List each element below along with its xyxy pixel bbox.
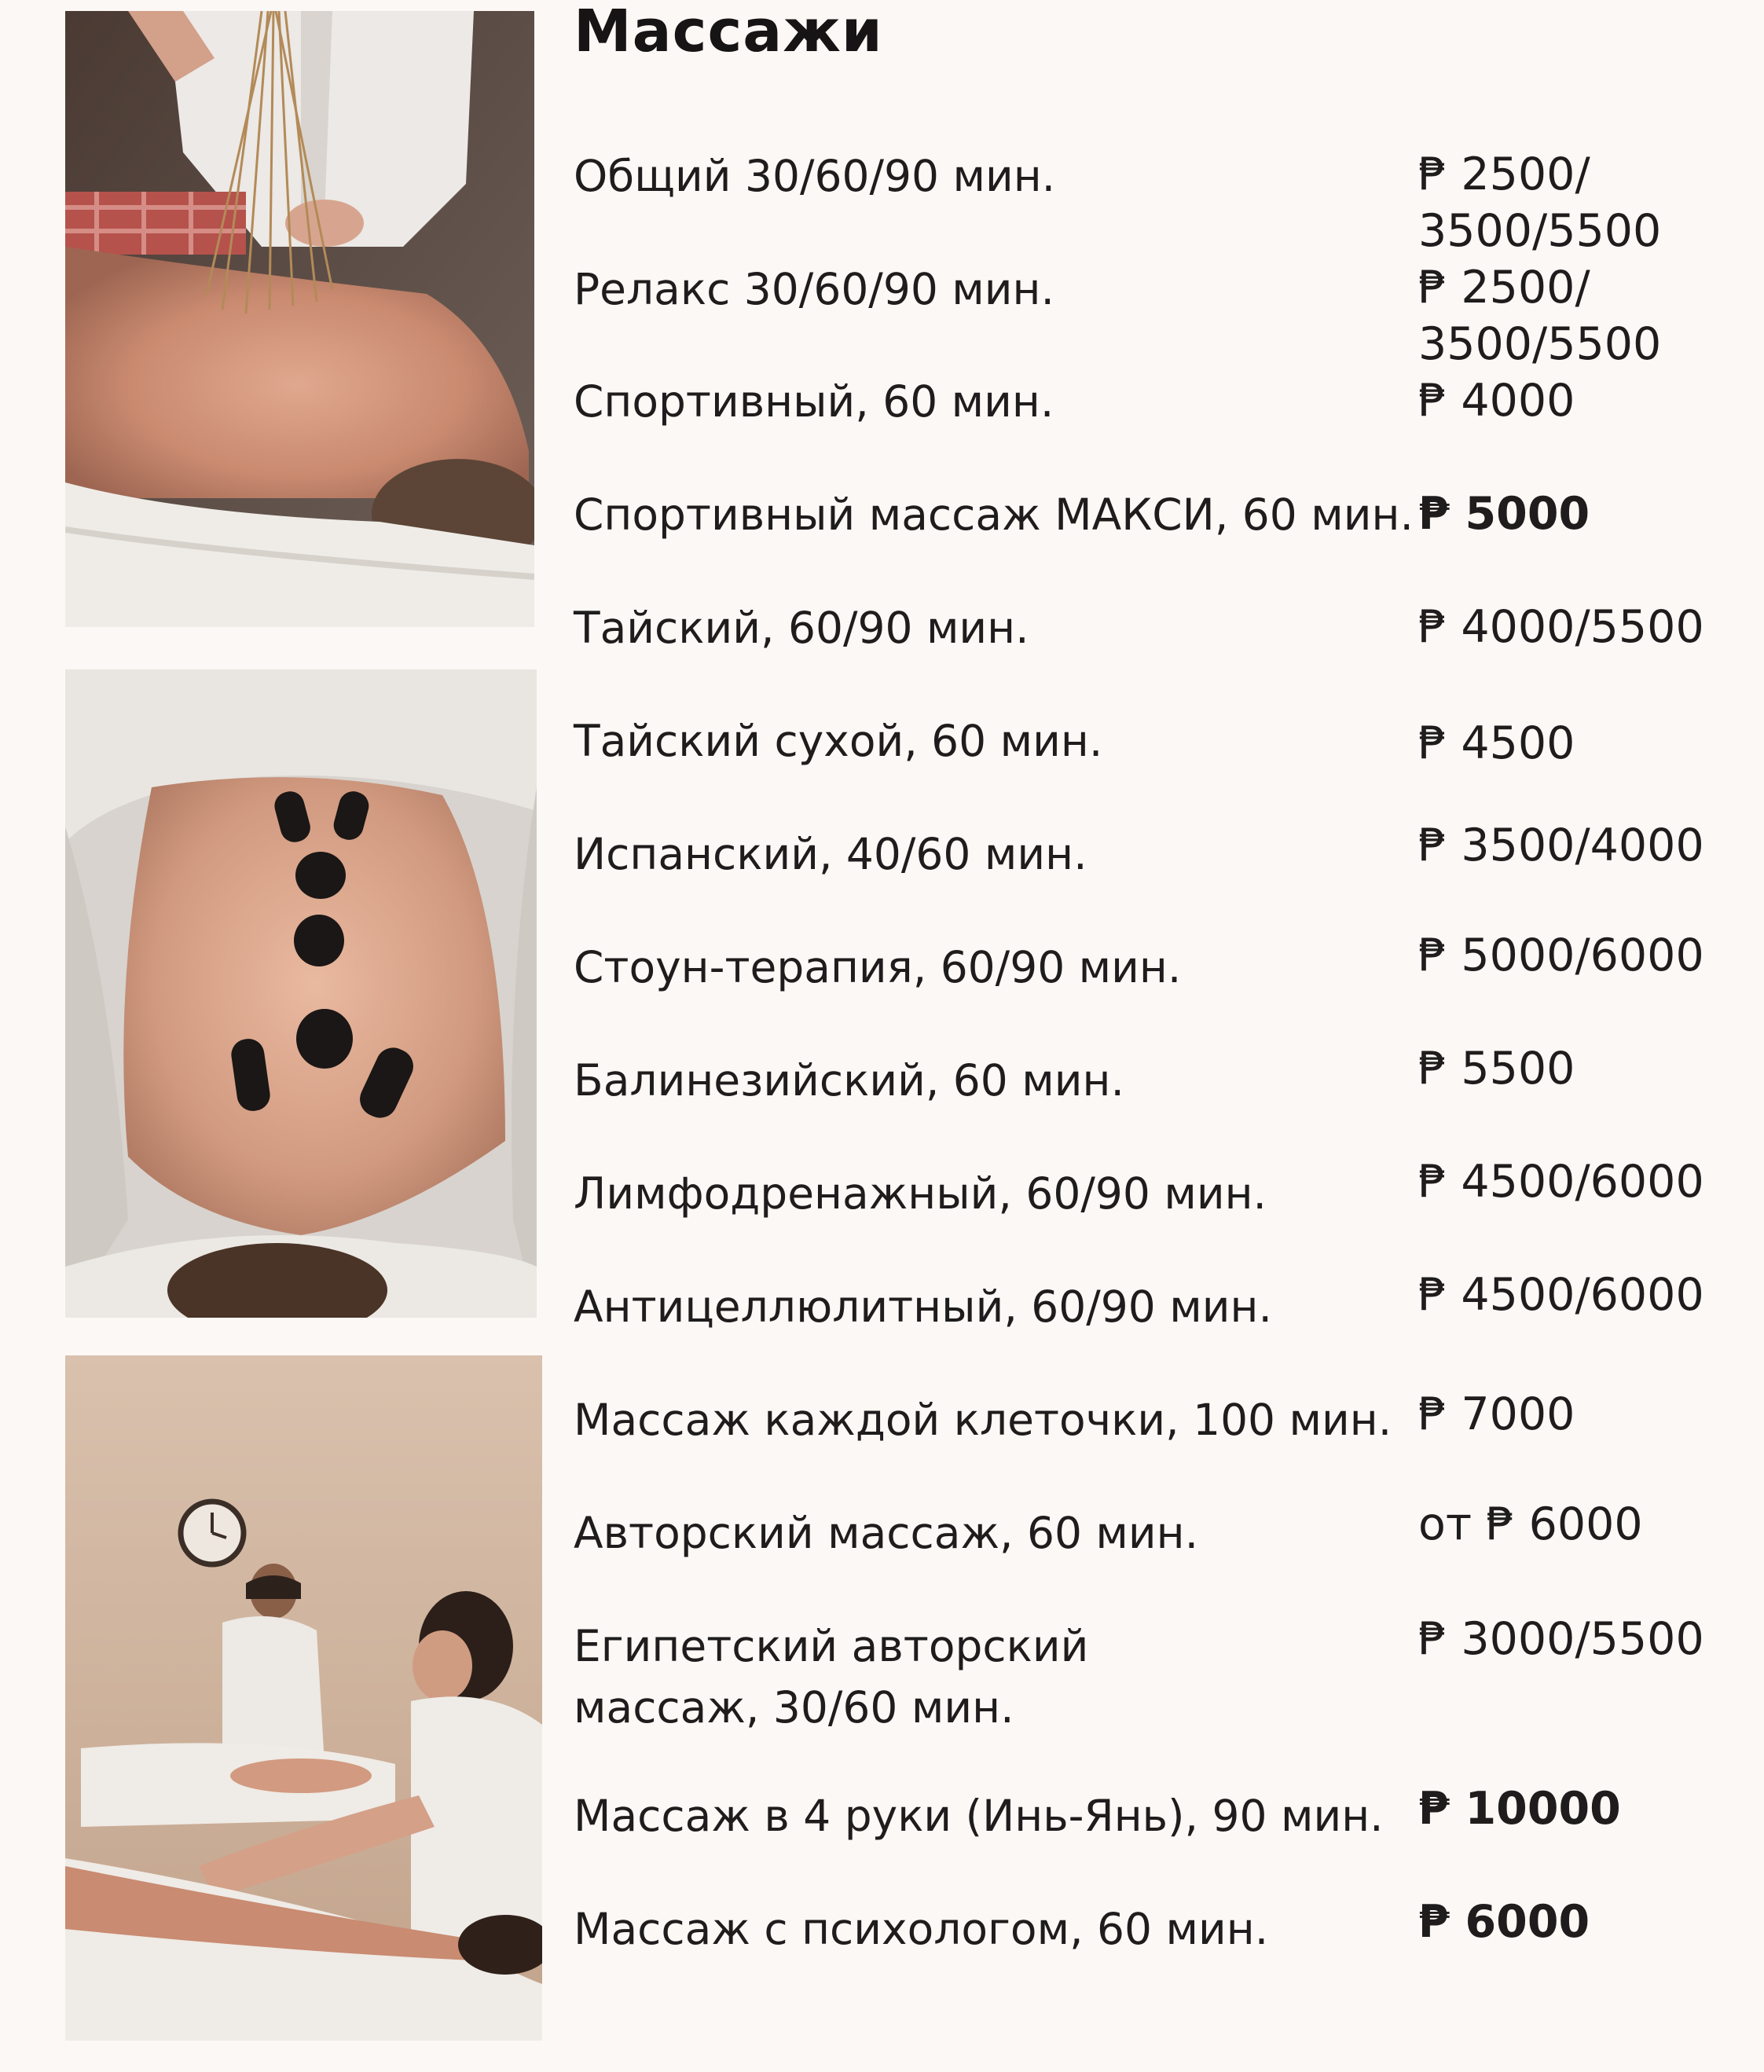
service-name	[574, 371, 1054, 432]
service-price-line: ₱ 5000/6000	[1418, 930, 1704, 981]
service-name-line: Тайский сухой, 60 мин.	[574, 716, 1103, 766]
service-name	[574, 145, 1055, 207]
service-price-line: ₱ 3000/5500	[1418, 1613, 1704, 1665]
service-name	[574, 1898, 1268, 1960]
service-price	[1418, 715, 1575, 772]
service-name-line: Египетский авторский	[574, 1621, 1089, 1671]
service-price	[1418, 1780, 1621, 1837]
service-name-line: Антицеллюлитный, 60/90 мин.	[574, 1282, 1272, 1332]
page-title: Массажи	[574, 0, 883, 65]
service-price	[1418, 1040, 1575, 1097]
service-name-line: Стоун-терапия, 60/90 мин.	[574, 942, 1182, 992]
service-price	[1418, 372, 1575, 429]
service-price	[1418, 1496, 1643, 1553]
service-price-line: ₱ 5000	[1418, 488, 1590, 540]
service-name	[574, 1785, 1384, 1846]
service-price-line: 3500/5500	[1418, 205, 1662, 257]
service-price-line: ₱ 5500	[1418, 1043, 1575, 1095]
service-price-line: ₱ 4500/6000	[1418, 1269, 1704, 1321]
service-price	[1418, 817, 1704, 874]
service-name	[574, 710, 1102, 772]
service-name-line: Массаж в 4 руки (Инь-Янь), 90 мин.	[574, 1791, 1384, 1841]
photo-couple-massage	[65, 1355, 542, 2041]
service-name-line: Испанский, 40/60 мин.	[574, 829, 1087, 879]
service-price-line: ₱ 7000	[1418, 1388, 1575, 1440]
service-name	[574, 1615, 1088, 1738]
service-name-line: массаж, 30/60 мин.	[574, 1682, 1014, 1733]
service-price	[1418, 1611, 1704, 1667]
service-name-line: Лимфодренажный, 60/90 мин.	[574, 1168, 1267, 1219]
service-price	[1418, 1894, 1590, 1950]
service-price	[1418, 1386, 1575, 1443]
service-price-line: от ₱ 6000	[1418, 1498, 1643, 1550]
service-name	[574, 1276, 1272, 1337]
service-name	[574, 1502, 1198, 1564]
service-price	[1418, 599, 1704, 655]
service-price	[1418, 259, 1661, 372]
service-name	[574, 484, 1414, 545]
service-price-line: ₱ 10000	[1418, 1783, 1621, 1835]
service-name	[574, 597, 1029, 658]
service-price-line: 3500/5500	[1418, 318, 1662, 370]
service-price-line: ₱ 3500/4000	[1418, 820, 1704, 871]
service-name-line: Авторский массаж, 60 мин.	[574, 1508, 1199, 1558]
service-name-line: Массаж с психологом, 60 мин.	[574, 1904, 1269, 1954]
service-price-line: ₱ 6000	[1418, 1896, 1590, 1948]
service-name	[574, 1050, 1124, 1111]
service-price	[1418, 927, 1704, 984]
service-name	[574, 1389, 1392, 1450]
service-name-line: Релакс 30/60/90 мин.	[574, 264, 1054, 314]
service-name-line: Спортивный массаж МАКСИ, 60 мин.	[574, 490, 1414, 540]
photo-hot-stones	[65, 669, 537, 1318]
service-price	[1418, 146, 1661, 259]
service-price-line: ₱ 4000/5500	[1418, 601, 1704, 653]
service-price-line: ₱ 4000	[1418, 375, 1575, 427]
service-price-line: ₱ 4500/6000	[1418, 1156, 1704, 1208]
service-name-line: Массаж каждой клеточки, 100 мин.	[574, 1395, 1392, 1445]
photo-broom-massage	[65, 11, 534, 627]
service-name	[574, 937, 1181, 998]
service-price	[1418, 486, 1590, 542]
service-name-line: Спортивный, 60 мин.	[574, 376, 1054, 427]
service-name	[574, 1163, 1267, 1224]
service-name-line: Общий 30/60/90 мин.	[574, 151, 1056, 201]
service-name	[574, 823, 1087, 885]
service-price	[1418, 1153, 1704, 1210]
service-name-line: Тайский, 60/90 мин.	[574, 603, 1029, 653]
service-price-line: ₱ 2500/	[1418, 149, 1590, 200]
service-price-line: ₱ 2500/	[1418, 262, 1590, 314]
service-name	[574, 259, 1054, 320]
service-name-line: Балинезийский, 60 мин.	[574, 1055, 1124, 1106]
service-price	[1418, 1267, 1704, 1323]
service-price-line: ₱ 4500	[1418, 717, 1575, 769]
